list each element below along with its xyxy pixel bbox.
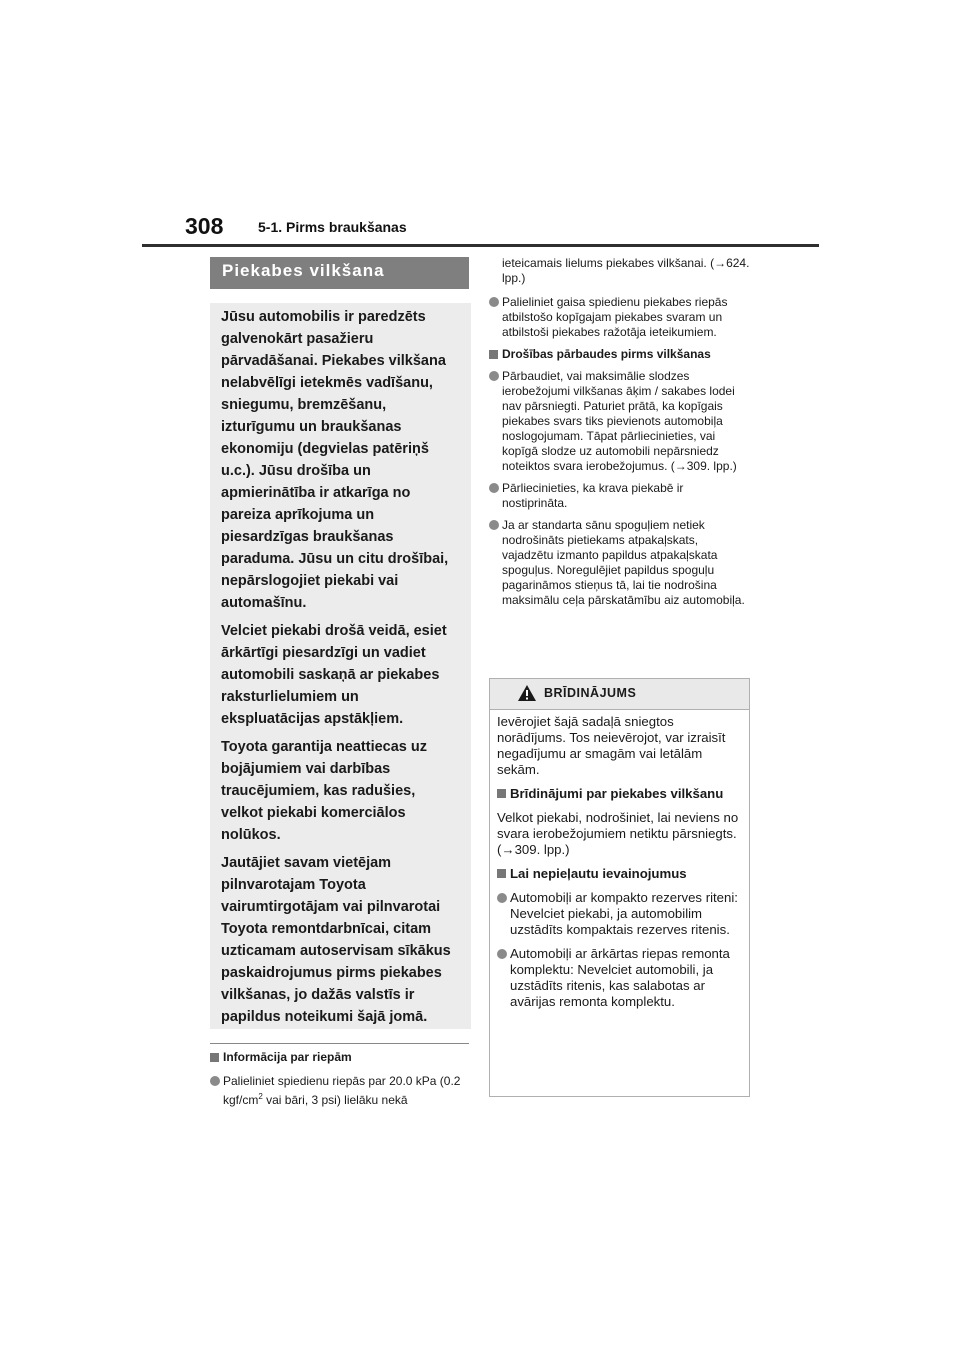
intro-paragraph-1: Jūsu automobilis ir paredzēts galvenokārt pasažieru pārvadāšanai. Piekabes vilkšana nelabvēlīgi ietekmēs vadīšanu, sniegumu, bremzēšanu, izturīgumu un braukšanas ekonomiju (degvielas patēriņš u.c.). Jūsu drošība un apmierinātība ir atkarīga no pareiza aprīkojuma un piesardzīgas braukšanas paraduma. Jūsu un citu drošībai, nepārslogojiet piekabi vai automašīnu. (221, 309, 449, 611)
checks-bullet-1-text: Pārbaudiet, vai maksimālie slodzes ierobežojumi vilkšanas āķim / sakabes lodei nav pārsniegti. Paturiet prātā, ka kopīgais piekabes svars tiks pievienots automobiļa noslogojumam. Tāpat pārliecinieties, vai kopīgā slodze uz automobili nepārsniedz noteiktos svara ierobežojumus. (→309. lpp.) (502, 369, 737, 473)
tire-pressure-continuation: ieteicamais lielums piekabes vilkšanai. (→624. lpp.) (502, 256, 750, 285)
warning-section-1-text: Velkot piekabi, nodrošiniet, lai neviens no svara ierobežojumiem netiktu pārsniegts. (→309. lpp.) (497, 810, 739, 857)
warning-bullet-1-text: Automobiļi ar kompakto rezerves riteni: Nevelciet piekabi, ja automobilim uzstādīts kompaktais rezerves ritenis. (510, 890, 738, 937)
checks-bullet-3 (489, 518, 751, 608)
checks-heading (489, 347, 751, 362)
square-bullet-icon (497, 869, 506, 878)
warning-section-1-heading (497, 786, 741, 802)
page-number: 308 (185, 213, 224, 239)
warning-intro: Ievērojiet šajā sadaļā sniegtos norādījums. Tos neievērojot, var izraisīt negadījumu ar smagām vai letālām sekām. (497, 714, 726, 777)
intro-paragraph-2: Velciet piekabi drošā veidā, esiet ārkārtīgi piesardzīgi un vadiet automobili saskaņā ar piekabes raksturlielumiem un ekspluatācijas apstākļiem. (221, 623, 447, 727)
tire-info-section (210, 1050, 472, 1117)
intro-paragraph-3: Toyota garantija neattiecas uz bojājumiem vai darbības traucējumiem, kas radušies, velkot piekabi komerciālos nolūkos. (221, 739, 428, 843)
warning-bullet-2-text: Automobiļi ar ārkārtas riepas remonta komplektu: Nevelciet automobili, ja uzstādīts ritenis, kas salabotas ar avārijas remonta komplektu. (510, 946, 730, 1009)
intro-box (210, 303, 471, 1029)
round-bullet-icon (497, 893, 507, 903)
warning-section-2-heading (497, 866, 741, 882)
section-title: 5-1. Pirms braukšanas (258, 219, 407, 235)
intro-paragraph-4: Jautājiet savam vietējam pilnvarotajam Toyota vairumtirgotājam vai pilnvarotai Toyota remontdarbnīcai, citam uzticamam autoservisam sīkākus paskaidrojumus pirms piekabes vilkšanas, jo dažās valstīs ir papildus noteikumi šajā jomā. (221, 855, 451, 1025)
warning-header (490, 679, 749, 710)
tire-pressure-bullet (210, 1072, 472, 1110)
checks-heading-text: Drošības pārbaudes pirms vilkšanas (502, 347, 711, 361)
warning-section-2-heading-text: Lai nepieļautu ievainojumus (510, 866, 687, 881)
superscript-two: 2 (258, 1092, 263, 1101)
square-bullet-icon (497, 789, 506, 798)
warning-box (489, 678, 750, 1097)
warning-body (490, 710, 749, 1010)
square-bullet-icon (210, 1053, 219, 1062)
round-bullet-icon (489, 371, 499, 381)
warning-bullet-1 (497, 890, 741, 938)
warning-title: BRĪDINĀJUMS (544, 686, 637, 700)
checks-bullet-2 (489, 481, 751, 511)
tire-pressure-text-end: vai bāri, 3 psi) lielāku nekā (262, 1093, 408, 1107)
warning-bullet-2 (497, 946, 741, 1010)
left-divider (210, 1043, 469, 1044)
round-bullet-icon (497, 949, 507, 959)
round-bullet-icon (489, 483, 499, 493)
round-bullet-icon (489, 297, 499, 307)
tire-info-heading (210, 1050, 472, 1065)
trailer-tire-bullet (489, 295, 751, 340)
topic-title: Piekabes vilkšana (210, 257, 469, 289)
tire-info-heading-text: Informācija par riepām (223, 1050, 352, 1064)
round-bullet-icon (210, 1076, 220, 1086)
trailer-tire-text: Palieliniet gaisa spiedienu piekabes riepās atbilstošo kopīgajam piekabes svaram un atbilstoši piekabes ražotāja ieteikumiem. (502, 295, 728, 339)
square-bullet-icon (489, 350, 498, 359)
warning-section-1-heading-text: Brīdinājumi par piekabes vilkšanu (510, 786, 724, 801)
checks-bullet-3-text: Ja ar standarta sānu spoguļiem netiek nodrošināts pietiekams atpakaļskats, vajadzētu izmanto papildus atpakaļskata spoguļus. Noregulējiet papildus spoguļu pagarināmos stieņus tā, lai tie nodrošina maksimālu ceļa pārskatāmību aiz automobiļa. (502, 518, 745, 607)
right-column (489, 256, 751, 615)
round-bullet-icon (489, 520, 499, 530)
header-divider (142, 244, 819, 247)
warning-triangle-icon (517, 684, 537, 702)
checks-bullet-1 (489, 369, 751, 474)
tire-pressure-text-start: Palieliniet spiedienu riepās par 20.0 kPa (0.2 kgf/cm (223, 1074, 461, 1107)
checks-bullet-2-text: Pārliecinieties, ka krava piekabē ir nostiprināta. (502, 481, 684, 510)
